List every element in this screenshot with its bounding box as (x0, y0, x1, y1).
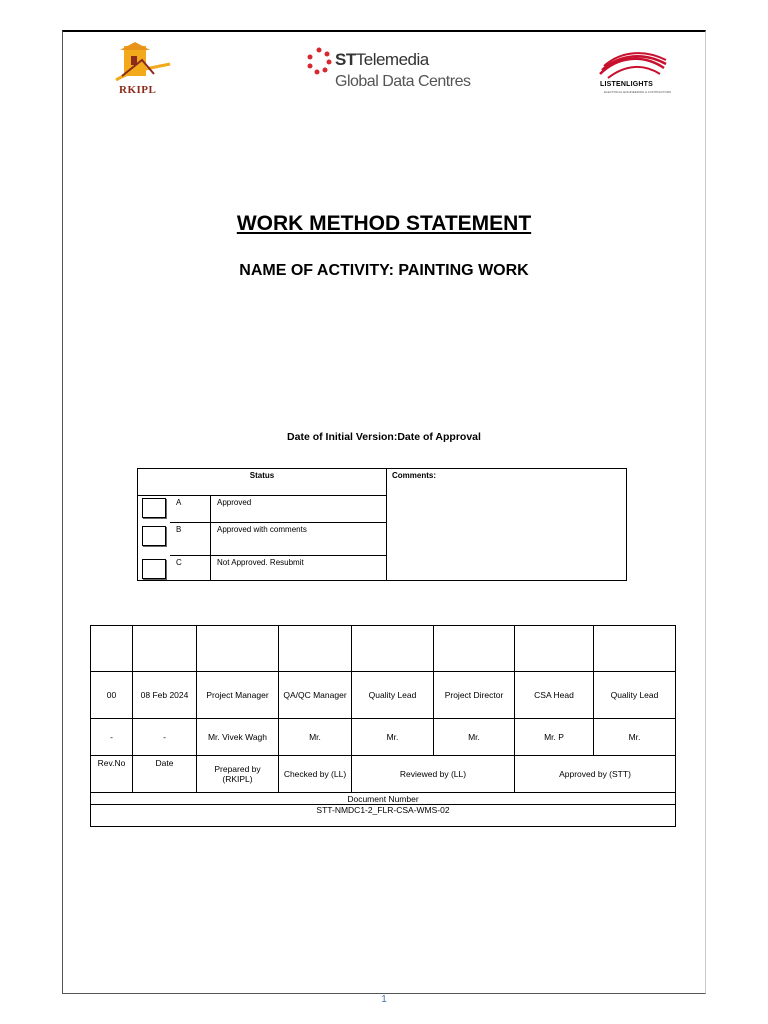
role-cell: Project Manager (197, 672, 279, 719)
table-cell (594, 626, 676, 672)
stt-logo-line2: Global Data Centres (335, 73, 471, 90)
revision-label-row (91, 756, 676, 793)
name-cell: Mr. (279, 719, 352, 756)
revision-blank-row (91, 626, 676, 672)
status-code: B (176, 525, 182, 534)
reviewed-by-label: Reviewed by (LL) (352, 756, 515, 793)
date-cell: - (133, 719, 197, 756)
doc-number-row (91, 805, 676, 827)
status-checkbox-a[interactable] (142, 498, 166, 518)
table-cell (133, 626, 197, 672)
prepared-by-label: Prepared by (RKIPL) (197, 756, 279, 793)
revision-table (90, 625, 676, 827)
table-cell (279, 626, 352, 672)
revision-role-row (91, 672, 676, 719)
comments-header: Comments: (392, 471, 437, 480)
stt-logo-line1: STTelemedia (335, 50, 429, 69)
status-row-line (170, 555, 386, 556)
role-cell: Quality Lead (594, 672, 676, 719)
approved-by-label: Approved by (STT) (515, 756, 676, 793)
status-label: Approved (217, 498, 252, 507)
listenlights-logo-text: LISTENLIGHTS (600, 81, 653, 88)
role-cell: QA/QC Manager (279, 672, 352, 719)
status-checkbox-c[interactable] (142, 559, 166, 579)
status-row-line (170, 522, 386, 523)
checked-by-label: Checked by (LL) (279, 756, 352, 793)
status-checkbox-b[interactable] (142, 526, 166, 546)
rkipl-logo-text: RKIPL (119, 84, 157, 96)
doc-number-label-row (91, 793, 676, 805)
rev-no-label: Rev.No (91, 756, 133, 793)
status-code: C (176, 558, 182, 567)
date-cell: 08 Feb 2024 (133, 672, 197, 719)
rev-no-cell: - (91, 719, 133, 756)
doc-number: STT-NMDC1-2_FLR-CSA-WMS-02 (91, 805, 676, 827)
status-divider (386, 469, 387, 581)
document-title: WORK METHOD STATEMENT (236, 212, 532, 235)
name-cell: Mr. Vivek Wagh (197, 719, 279, 756)
rev-no-cell: 00 (91, 672, 133, 719)
status-code: A (176, 498, 182, 507)
name-cell: Mr. (352, 719, 434, 756)
table-cell (352, 626, 434, 672)
date-label: Date (133, 756, 197, 793)
date-line: Date of Initial Version:Date of Approval (287, 431, 481, 443)
activity-name: NAME OF ACTIVITY: PAINTING WORK (239, 262, 529, 279)
stt-logo-mark (306, 46, 332, 76)
name-cell: Mr. P (515, 719, 594, 756)
status-col-line (210, 495, 211, 581)
name-cell: Mr. (434, 719, 515, 756)
role-cell: Quality Lead (352, 672, 434, 719)
revision-name-row (91, 719, 676, 756)
table-cell (434, 626, 515, 672)
doc-number-label: Document Number (91, 793, 676, 805)
role-cell: Project Director (434, 672, 515, 719)
table-cell (515, 626, 594, 672)
status-label: Not Approved. Resubmit (217, 558, 304, 567)
listenlights-tagline: ELECTRICAL ENGINEERING & CONTRACTORS (604, 90, 672, 94)
status-label: Approved with comments (217, 525, 307, 534)
name-cell: Mr. (594, 719, 676, 756)
role-cell: CSA Head (515, 672, 594, 719)
status-header: Status (249, 471, 275, 480)
status-box (137, 468, 627, 581)
status-row-line (138, 495, 386, 496)
page-number: 1 (381, 994, 387, 1005)
table-cell (91, 626, 133, 672)
table-cell (197, 626, 279, 672)
